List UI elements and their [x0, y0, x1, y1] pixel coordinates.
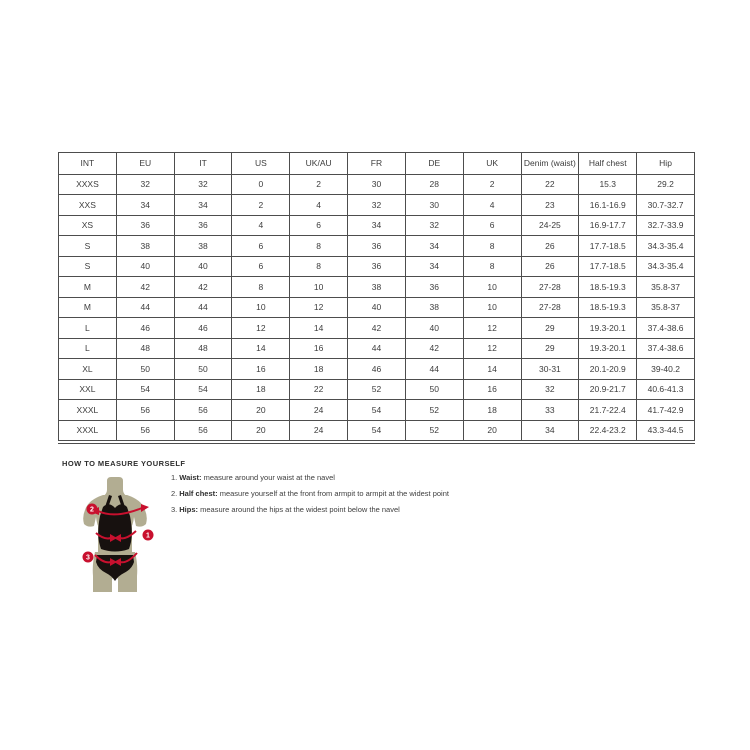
cell-it: 32: [174, 174, 232, 195]
cell-int: XL: [59, 359, 117, 380]
cell-it: 44: [174, 297, 232, 318]
cell-uk: 20: [463, 420, 521, 441]
cell-us: 6: [232, 256, 290, 277]
step-number: 3.: [171, 505, 178, 514]
cell-hip: 40.6-41.3: [637, 379, 695, 400]
cell-fr: 52: [348, 379, 406, 400]
cell-us: 2: [232, 195, 290, 216]
cell-denim-waist: 27-28: [521, 277, 579, 298]
cell-it: 54: [174, 379, 232, 400]
cell-eu: 38: [116, 236, 174, 257]
cell-uk-au: 24: [290, 400, 348, 421]
cell-uk-au: 10: [290, 277, 348, 298]
cell-denim-waist: 22: [521, 174, 579, 195]
cell-uk: 8: [463, 236, 521, 257]
cell-int: M: [59, 297, 117, 318]
cell-us: 16: [232, 359, 290, 380]
table-row: [59, 195, 695, 216]
cell-uk-au: 14: [290, 318, 348, 339]
step-text: measure around the hips at the widest point below the navel: [200, 505, 400, 514]
cell-half-chest: 18.5-19.3: [579, 277, 637, 298]
cell-hip: 43.3-44.5: [637, 420, 695, 441]
cell-de: 40: [405, 318, 463, 339]
mannequin-neck: [102, 477, 128, 497]
cell-uk: 10: [463, 297, 521, 318]
cell-denim-waist: 29: [521, 318, 579, 339]
cell-hip: 35.8-37: [637, 297, 695, 318]
table-row: [59, 174, 695, 195]
table-row: [59, 236, 695, 257]
table-row: [59, 215, 695, 236]
cell-fr: 42: [348, 318, 406, 339]
cell-it: 42: [174, 277, 232, 298]
waist-marker-number: 1: [146, 532, 150, 540]
cell-uk-au: 2: [290, 174, 348, 195]
cell-uk: 2: [463, 174, 521, 195]
cell-denim-waist: 23: [521, 195, 579, 216]
cell-fr: 54: [348, 400, 406, 421]
column-header-fr: FR: [348, 153, 406, 175]
cell-half-chest: 17.7-18.5: [579, 256, 637, 277]
table-row: [59, 318, 695, 339]
step-text: measure around your waist at the navel: [203, 473, 335, 482]
cell-int: XXXL: [59, 400, 117, 421]
cell-fr: 38: [348, 277, 406, 298]
cell-hip: 32.7-33.9: [637, 215, 695, 236]
cell-it: 48: [174, 338, 232, 359]
cell-uk-au: 22: [290, 379, 348, 400]
column-header-it: IT: [174, 153, 232, 175]
cell-eu: 46: [116, 318, 174, 339]
hips-marker-badge: [83, 552, 94, 563]
cell-denim-waist: 34: [521, 420, 579, 441]
cell-eu: 56: [116, 400, 174, 421]
cell-hip: 37.4-38.6: [637, 338, 695, 359]
column-header-uk-au: UK/AU: [290, 153, 348, 175]
cell-denim-waist: 32: [521, 379, 579, 400]
cell-half-chest: 22.4-23.2: [579, 420, 637, 441]
cell-eu: 36: [116, 215, 174, 236]
step-label: Half chest:: [179, 489, 218, 498]
cell-it: 56: [174, 400, 232, 421]
cell-eu: 32: [116, 174, 174, 195]
table-header-row: [59, 153, 695, 175]
cell-int: L: [59, 318, 117, 339]
cell-half-chest: 21.7-22.4: [579, 400, 637, 421]
cell-eu: 48: [116, 338, 174, 359]
cell-uk: 14: [463, 359, 521, 380]
size-chart: [58, 152, 695, 444]
cell-it: 40: [174, 256, 232, 277]
cell-int: XXL: [59, 379, 117, 400]
table-row: [59, 359, 695, 380]
cell-hip: 29.2: [637, 174, 695, 195]
cell-int: XXXL: [59, 420, 117, 441]
cell-fr: 32: [348, 195, 406, 216]
cell-half-chest: 15.3: [579, 174, 637, 195]
cell-fr: 36: [348, 236, 406, 257]
table-row: [59, 277, 695, 298]
cell-int: XXS: [59, 195, 117, 216]
column-header-de: DE: [405, 153, 463, 175]
cell-it: 38: [174, 236, 232, 257]
cell-half-chest: 16.9-17.7: [579, 215, 637, 236]
cell-uk-au: 4: [290, 195, 348, 216]
cell-de: 44: [405, 359, 463, 380]
cell-hip: 35.8-37: [637, 277, 695, 298]
cell-us: 6: [232, 236, 290, 257]
cell-fr: 44: [348, 338, 406, 359]
cell-half-chest: 18.5-19.3: [579, 297, 637, 318]
hips-marker-number: 3: [86, 554, 90, 562]
cell-uk-au: 8: [290, 256, 348, 277]
cell-denim-waist: 27-28: [521, 297, 579, 318]
table-row: [59, 400, 695, 421]
column-header-us: US: [232, 153, 290, 175]
measure-illustration: [70, 476, 162, 594]
cell-de: 52: [405, 420, 463, 441]
cell-de: 42: [405, 338, 463, 359]
cell-us: 18: [232, 379, 290, 400]
cell-de: 32: [405, 215, 463, 236]
chest-marker-badge: [87, 504, 98, 515]
cell-hip: 34.3-35.4: [637, 236, 695, 257]
size-table: [58, 152, 695, 441]
table-row: [59, 297, 695, 318]
cell-half-chest: 19.3-20.1: [579, 318, 637, 339]
cell-int: L: [59, 338, 117, 359]
table-row: [59, 379, 695, 400]
cell-us: 20: [232, 400, 290, 421]
cell-uk: 4: [463, 195, 521, 216]
cell-de: 34: [405, 236, 463, 257]
column-header-uk: UK: [463, 153, 521, 175]
cell-fr: 30: [348, 174, 406, 195]
cell-half-chest: 19.3-20.1: [579, 338, 637, 359]
step-number: 2.: [171, 489, 178, 498]
cell-eu: 40: [116, 256, 174, 277]
cell-uk-au: 6: [290, 215, 348, 236]
cell-de: 28: [405, 174, 463, 195]
cell-eu: 50: [116, 359, 174, 380]
cell-us: 0: [232, 174, 290, 195]
cell-int: XS: [59, 215, 117, 236]
cell-us: 8: [232, 277, 290, 298]
table-row: [59, 420, 695, 441]
step-label: Hips:: [179, 505, 199, 514]
cell-uk-au: 18: [290, 359, 348, 380]
measure-steps: [171, 473, 501, 521]
column-header-hip: Hip: [637, 153, 695, 175]
measure-step: [171, 489, 501, 499]
cell-it: 50: [174, 359, 232, 380]
cell-denim-waist: 30-31: [521, 359, 579, 380]
cell-uk-au: 8: [290, 236, 348, 257]
cell-int: S: [59, 236, 117, 257]
cell-us: 12: [232, 318, 290, 339]
cell-fr: 46: [348, 359, 406, 380]
size-table-header: [59, 153, 695, 175]
cell-de: 36: [405, 277, 463, 298]
cell-eu: 54: [116, 379, 174, 400]
chest-marker-number: 2: [90, 506, 94, 514]
measure-section-heading: HOW TO MEASURE YOURSELF: [62, 459, 186, 468]
cell-hip: 41.7-42.9: [637, 400, 695, 421]
cell-fr: 40: [348, 297, 406, 318]
cell-fr: 36: [348, 256, 406, 277]
size-table-body: [59, 174, 695, 441]
cell-it: 46: [174, 318, 232, 339]
cell-hip: 37.4-38.6: [637, 318, 695, 339]
cell-half-chest: 20.1-20.9: [579, 359, 637, 380]
camisole: [98, 504, 132, 551]
cell-hip: 34.3-35.4: [637, 256, 695, 277]
cell-uk: 10: [463, 277, 521, 298]
cell-it: 34: [174, 195, 232, 216]
cell-de: 34: [405, 256, 463, 277]
cell-de: 52: [405, 400, 463, 421]
cell-fr: 54: [348, 420, 406, 441]
cell-us: 20: [232, 420, 290, 441]
column-header-half-chest: Half chest: [579, 153, 637, 175]
cell-uk: 8: [463, 256, 521, 277]
cell-uk-au: 16: [290, 338, 348, 359]
step-text: measure yourself at the front from armpit to armpit at the widest point: [219, 489, 449, 498]
cell-denim-waist: 26: [521, 236, 579, 257]
cell-eu: 42: [116, 277, 174, 298]
column-header-int: INT: [59, 153, 117, 175]
cell-int: XXXS: [59, 174, 117, 195]
table-row: [59, 338, 695, 359]
cell-hip: 39-40.2: [637, 359, 695, 380]
cell-half-chest: 20.9-21.7: [579, 379, 637, 400]
cell-uk: 12: [463, 318, 521, 339]
cell-it: 56: [174, 420, 232, 441]
cell-int: M: [59, 277, 117, 298]
cell-eu: 56: [116, 420, 174, 441]
cell-denim-waist: 29: [521, 338, 579, 359]
cell-fr: 34: [348, 215, 406, 236]
cell-us: 14: [232, 338, 290, 359]
cell-de: 38: [405, 297, 463, 318]
column-header-denim: Denim (waist): [521, 153, 579, 175]
cell-half-chest: 16.1-16.9: [579, 195, 637, 216]
table-row: [59, 256, 695, 277]
cell-uk: 12: [463, 338, 521, 359]
cell-de: 50: [405, 379, 463, 400]
cell-uk: 6: [463, 215, 521, 236]
cell-int: S: [59, 256, 117, 277]
cell-uk-au: 12: [290, 297, 348, 318]
mannequin-figure: [83, 477, 154, 592]
cell-denim-waist: 26: [521, 256, 579, 277]
waist-marker-badge: [143, 530, 154, 541]
step-number: 1.: [171, 473, 178, 482]
cell-uk: 18: [463, 400, 521, 421]
cell-us: 4: [232, 215, 290, 236]
cell-hip: 30.7-32.7: [637, 195, 695, 216]
cell-de: 30: [405, 195, 463, 216]
step-label: Waist:: [179, 473, 202, 482]
cell-eu: 44: [116, 297, 174, 318]
cell-denim-waist: 33: [521, 400, 579, 421]
measure-step: [171, 505, 501, 515]
cell-uk-au: 24: [290, 420, 348, 441]
cell-it: 36: [174, 215, 232, 236]
cell-eu: 34: [116, 195, 174, 216]
cell-half-chest: 17.7-18.5: [579, 236, 637, 257]
cell-denim-waist: 24-25: [521, 215, 579, 236]
measure-step: [171, 473, 501, 483]
column-header-eu: EU: [116, 153, 174, 175]
cell-us: 10: [232, 297, 290, 318]
cell-uk: 16: [463, 379, 521, 400]
